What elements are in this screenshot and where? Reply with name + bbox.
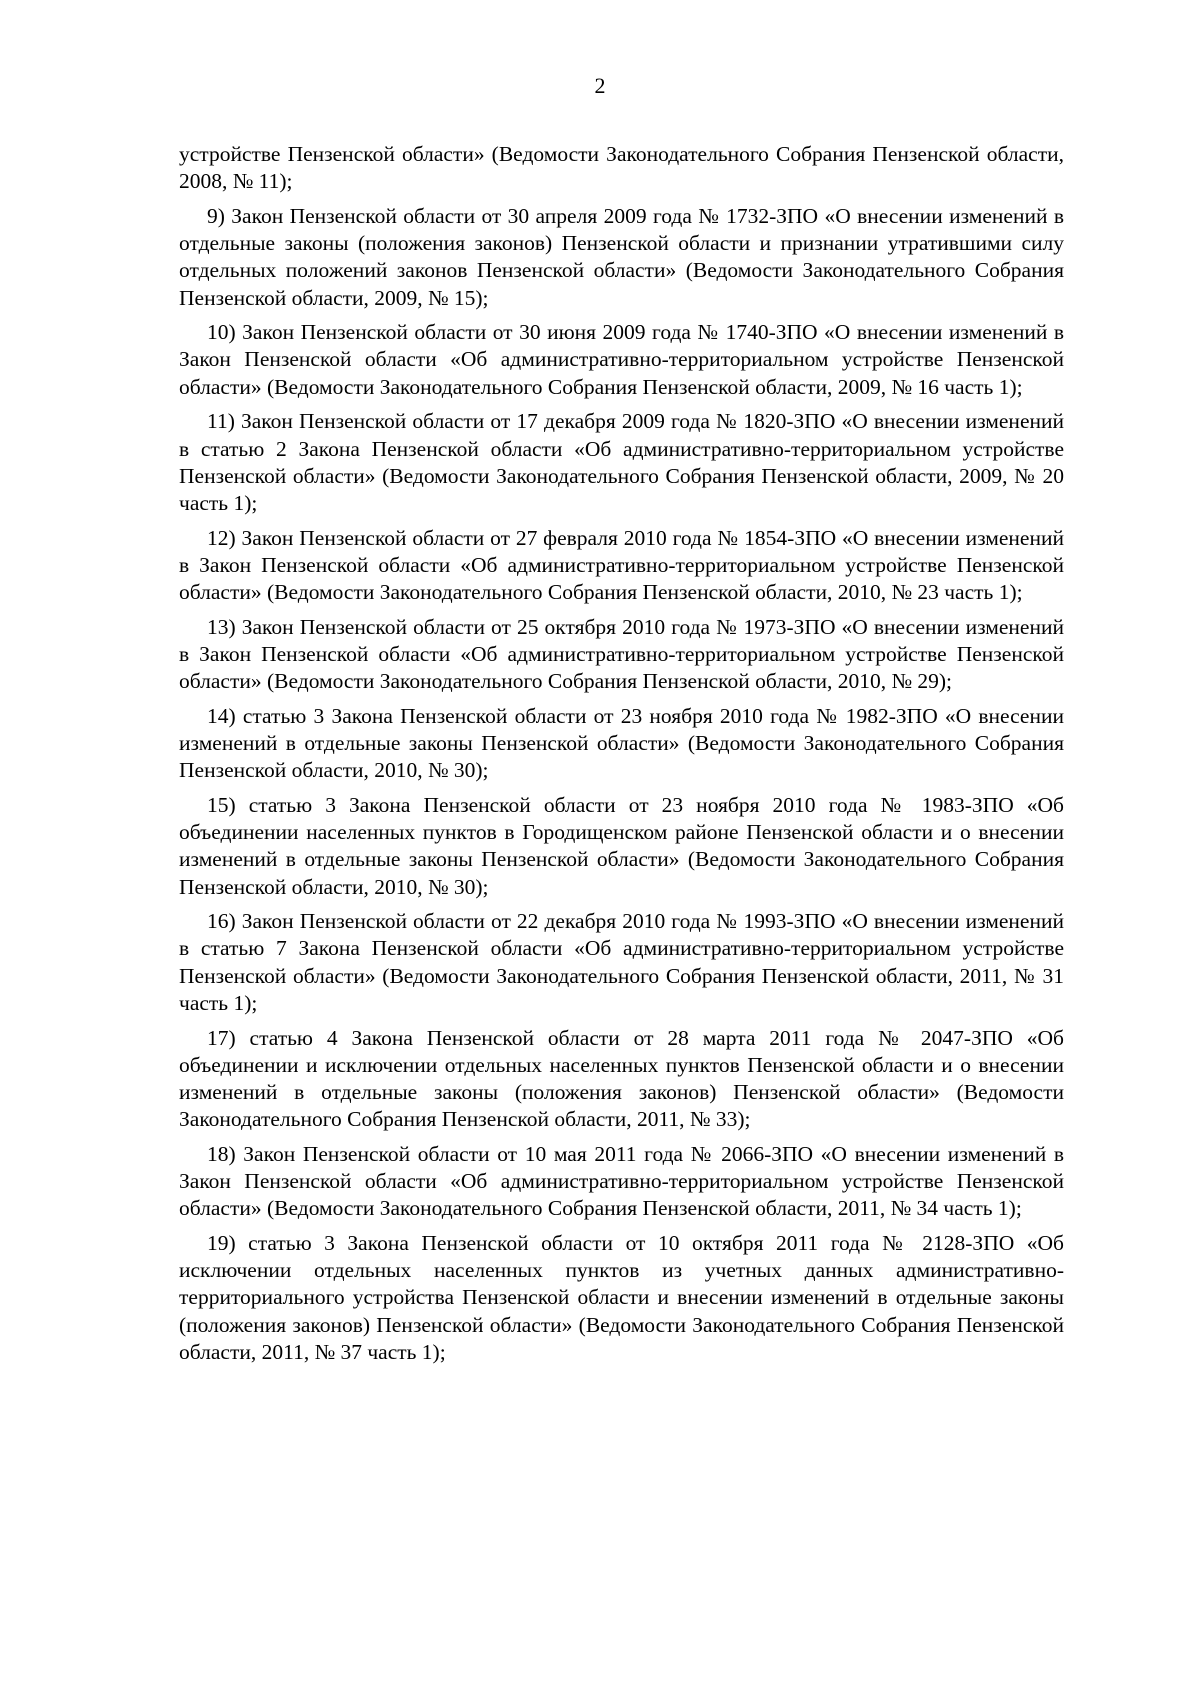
paragraph-continuation: устройстве Пензенской области» (Ведомости Законодательного Собрания Пензенской области, 2008, № 11); bbox=[179, 142, 1064, 194]
list-item-9: 9) Закон Пензенской области от 30 апреля 2009 года № 1732-ЗПО «О внесении изменений в отдельные законы (положения законов) Пензенской области и признании утратившими силу отдельных положений законов Пензенской области» (Ведомости Законодательного Собрания Пензенской области, 2009, № 15); bbox=[179, 203, 1064, 310]
list-item-18: 18) Закон Пензенской области от 10 мая 2011 года № 2066-ЗПО «О внесении изменений в Закон Пензенской области «Об административно-территориальном устройстве Пензенской области» (Ведомости Законодательного Собрания Пензенской области, 2011, № 34 часть 1); bbox=[179, 1141, 1064, 1221]
document-body bbox=[179, 141, 1064, 1374]
list-item-17: 17) статью 4 Закона Пензенской области от 28 марта 2011 года № 2047-ЗПО «Об объединении и исключении отдельных населенных пунктов Пензенской области и о внесении изменений в отдельные законы (положения законов) Пензенской области» (Ведомости Законодательного Собрания Пензенской области, 2011, № 33); bbox=[179, 1025, 1064, 1132]
list-item-12: 12) Закон Пензенской области от 27 февраля 2010 года № 1854-ЗПО «О внесении изменений в Закон Пензенской области «Об административно-территориальном устройстве Пензенской области» (Ведомости Законодательного Собрания Пензенской области, 2010, № 23 часть 1); bbox=[179, 525, 1064, 605]
list-item-10: 10) Закон Пензенской области от 30 июня 2009 года № 1740-ЗПО «О внесении изменений в Закон Пензенской области «Об административно-территориальном устройстве Пензенской области» (Ведомости Законодательного Собрания Пензенской области, 2009, № 16 часть 1); bbox=[179, 320, 1064, 399]
list-item-19: 19) статью 3 Закона Пензенской области от 10 октября 2011 года № 2128-ЗПО «Об исключении отдельных населенных пунктов из учетных данных административно-территориального устройства Пензенской области и внесении изменений в отдельные законы (положения законов) Пензенской области» (Ведомости Законодательного Собрания Пензенской области, 2011, № 37 часть 1); bbox=[179, 1231, 1064, 1364]
list-item-15: 15) статью 3 Закона Пензенской области от 23 ноября 2010 года № 1983-ЗПО «Об объединении населенных пунктов в Городищенском районе Пензенской области и о внесении изменений в отдельные законы Пензенской области» (Ведомости Законодательного Собрания Пензенской области, 2010, № 30); bbox=[179, 792, 1064, 899]
page-number: 2 bbox=[594, 73, 606, 98]
list-item-13: 13) Закон Пензенской области от 25 октября 2010 года № 1973-ЗПО «О внесении изменений в Закон Пензенской области «Об административно-территориальном устройстве Пензенской области» (Ведомости Законодательного Собрания Пензенской области, 2010, № 29); bbox=[179, 614, 1064, 694]
list-item-14: 14) статью 3 Закона Пензенской области от 23 ноября 2010 года № 1982-ЗПО «О внесении изменений в отдельные законы Пензенской области» (Ведомости Законодательного Собрания Пензенской области, 2010, № 30); bbox=[179, 703, 1064, 783]
list-item-16: 16) Закон Пензенской области от 22 декабря 2010 года № 1993-ЗПО «О внесении изменений в статью 7 Закона Пензенской области «Об административно-территориальном устройстве Пензенской области» (Ведомости Законодательного Собрания Пензенской области, 2011, № 31 часть 1); bbox=[179, 909, 1064, 1015]
list-item-11: 11) Закон Пензенской области от 17 декабря 2009 года № 1820-ЗПО «О внесении изменений в статью 2 Закона Пензенской области «Об административно-территориальном устройстве Пензенской области» (Ведомости Законодательного Собрания Пензенской области, 2009, № 20 часть 1); bbox=[179, 409, 1064, 515]
